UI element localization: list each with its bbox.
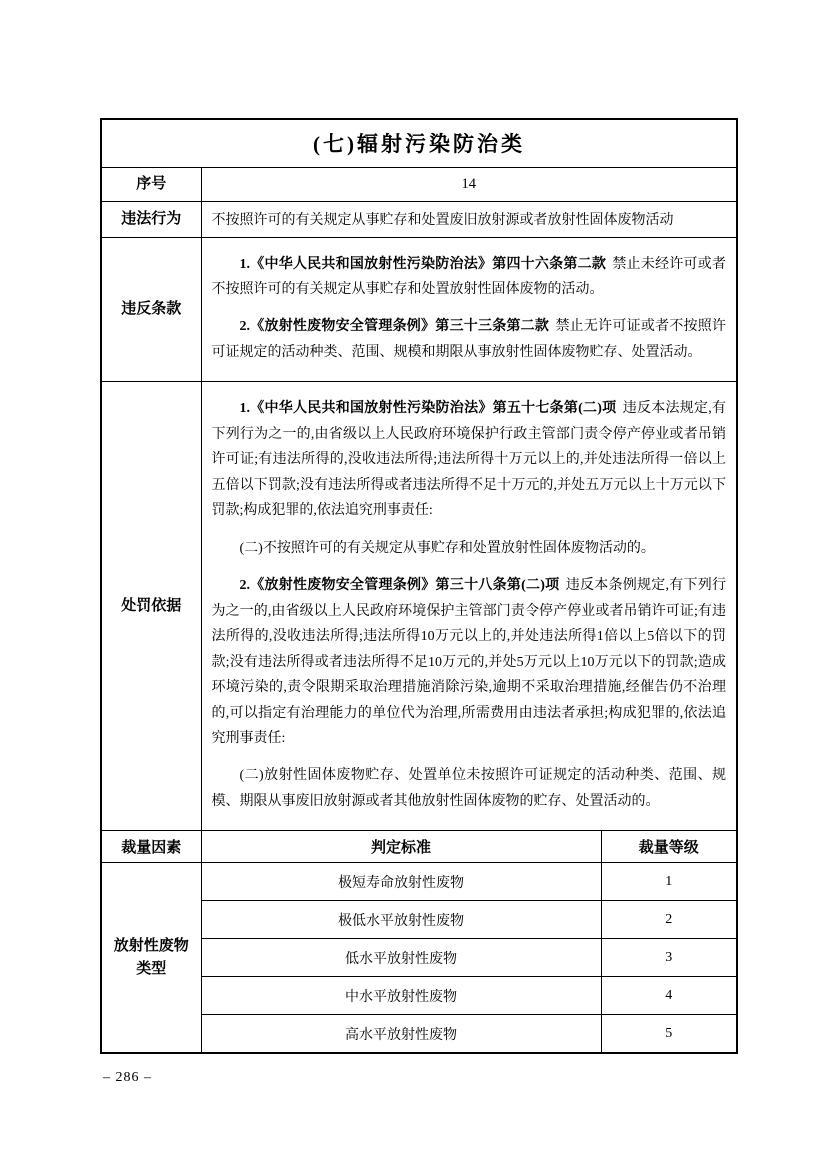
penalty-text: (二)不按照许可的有关规定从事贮存和处置放射性固体废物活动的。 (239, 540, 655, 556)
clause-paragraph (212, 314, 727, 365)
table-title: (七)辐射污染防治类 (101, 119, 737, 167)
criteria-cell: 中水平放射性废物 (201, 977, 601, 1015)
law-citation: 1.《中华人民共和国放射性污染防治法》第五十七条第(二)项 (239, 401, 617, 417)
penalty-basis-label: 处罚依据 (101, 382, 201, 831)
level-cell: 4 (601, 977, 737, 1015)
penalty-basis-row (101, 382, 737, 831)
level-cell: 1 (601, 863, 737, 901)
criteria-cell: 高水平放射性废物 (201, 1015, 601, 1053)
law-citation: 2.《放射性废物安全管理条例》第三十八条第(二)项 (239, 578, 560, 594)
serial-row (101, 167, 737, 201)
level-cell: 5 (601, 1015, 737, 1053)
violated-clauses-row (101, 237, 737, 382)
clause-paragraph (212, 252, 727, 303)
discretion-header-row (101, 831, 737, 863)
law-citation: 2.《放射性废物安全管理条例》第三十三条第二款 (239, 319, 550, 335)
illegal-act-row (101, 201, 737, 237)
serial-value: 14 (201, 167, 737, 201)
level-header: 裁量等级 (601, 831, 737, 863)
illegal-act-text: 不按照许可的有关规定从事贮存和处置废旧放射源或者放射性固体废物活动 (201, 201, 737, 237)
page-number: – 286 – (103, 1070, 152, 1085)
violated-clauses-text (201, 237, 737, 382)
penalty-text: 违反本条例规定,有下列行为之一的,由省级以上人民政府环境保护主管部门责令停产停业或者吊销许可证;有违法所得的,没收违法所得;违法所得10万元以上的,并处违法所得1倍以上5倍以下的罚款;没有违法所得或者违法所得不足10万元的,并处5万元以上10万元以下的罚款;造成环境污染的,责令限期采取治理措施消除污染,逾期不采取治理措施,经催告仍不治理的,可以指定有治理能力的单位代为治理,所需费用由违法者承担;构成犯罪的,依法追究刑事责任: (211, 578, 727, 746)
level-cell: 2 (601, 901, 737, 939)
criteria-cell: 极低水平放射性废物 (201, 901, 601, 939)
law-citation: 1.《中华人民共和国放射性污染防治法》第四十六条第二款 (239, 256, 607, 272)
penalty-paragraph (212, 396, 727, 523)
criteria-header: 判定标准 (201, 831, 601, 863)
penalty-basis-text (201, 382, 737, 831)
discretion-factor-header: 裁量因素 (101, 831, 201, 863)
penalty-paragraph (212, 573, 727, 751)
criteria-cell: 极短寿命放射性废物 (201, 863, 601, 901)
serial-label: 序号 (101, 167, 201, 201)
waste-type-row (101, 863, 737, 901)
clause-text: 禁止未经许可或者不按照许可的有关规定从事贮存和处置放射性固体废物的活动。 (211, 256, 727, 297)
waste-category-label: 放射性废物类型 (101, 863, 201, 1053)
violated-clauses-label: 违反条款 (101, 237, 201, 382)
penalty-text: (二)放射性固体废物贮存、处置单位未按照许可证规定的活动种类、范围、规模、期限从事废旧放射源或者其他放射性固体废物的贮存、处置活动的。 (211, 768, 727, 809)
title-row (101, 119, 737, 167)
illegal-act-label: 违法行为 (101, 201, 201, 237)
penalty-paragraph (212, 536, 727, 561)
criteria-cell: 低水平放射性废物 (201, 939, 601, 977)
penalty-text: 违反本法规定,有下列行为之一的,由省级以上人民政府环境保护行政主管部门责令停产停业或者吊销许可证;有违法所得的,没收违法所得;违法所得十万元以上的,并处违法所得一倍以上五倍以下罚款;没有违法所得或者违法所得不足十万元的,并处五万元以上十万元以下罚款;构成犯罪的,依法追究刑事责任: (211, 401, 727, 519)
regulation-table (100, 118, 738, 1054)
level-cell: 3 (601, 939, 737, 977)
clause-text: 禁止无许可证或者不按照许可证规定的活动种类、范围、规模和期限从事放射性固体废物贮存、处置活动。 (211, 319, 727, 360)
penalty-paragraph (212, 763, 727, 814)
